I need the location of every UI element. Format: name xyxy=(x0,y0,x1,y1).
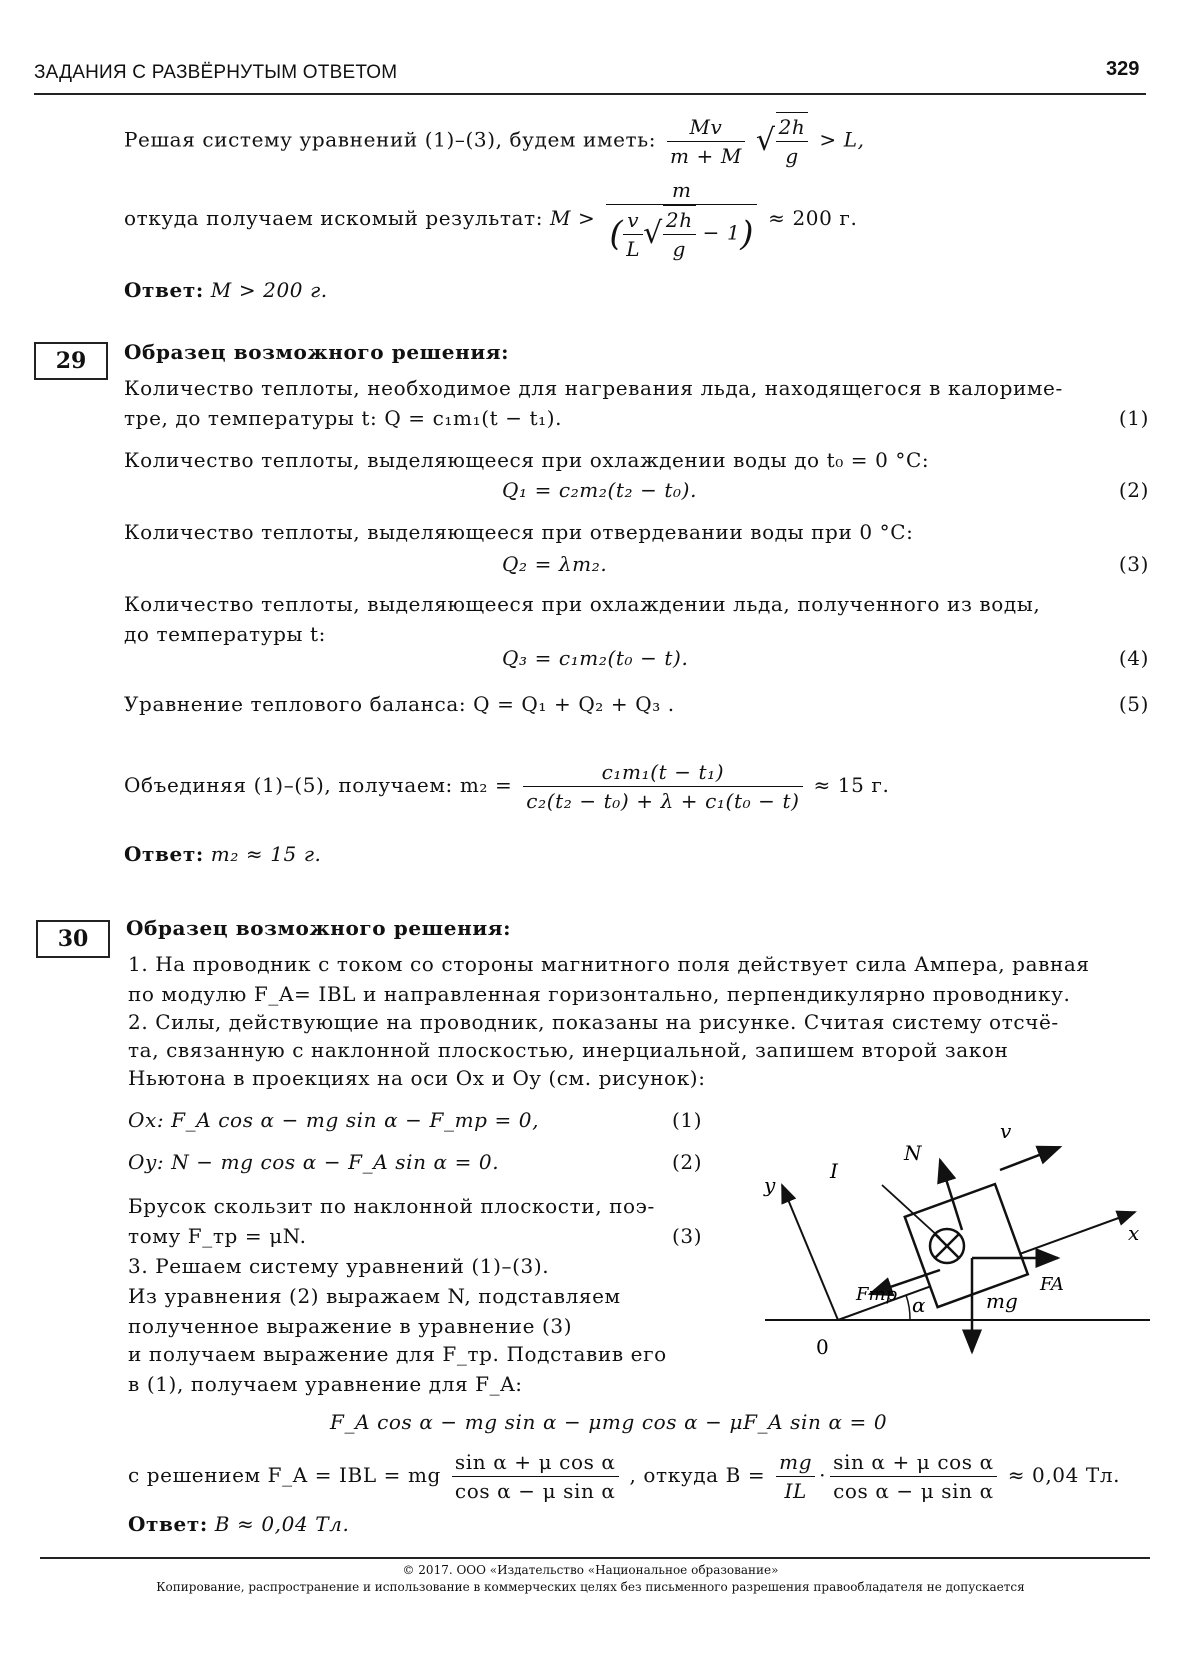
answer-value: m₂ ≈ 15 г. xyxy=(210,842,322,866)
task30-s3: 3. Решаем систему уравнений (1)–(3). xyxy=(128,1254,550,1278)
alpha-arc xyxy=(906,1295,910,1320)
task29-p3: Количество теплоты, выделяющееся при отвердевании воды при 0 °C: xyxy=(124,520,914,544)
solution-text-b: , откуда B = xyxy=(629,1463,766,1487)
answer-30 xyxy=(128,1510,349,1538)
task30-eq2: Oy: N − mg cos α − F_A sin α = 0. xyxy=(128,1150,500,1174)
task29-p1b: тре, до температуры t: Q = c₁m₁(t − t₁). xyxy=(124,406,563,430)
fraction-trig xyxy=(452,1448,619,1505)
eq-number: (2) xyxy=(1118,478,1149,502)
task29-eq3: Q₂ = λm₂. xyxy=(502,552,608,576)
task29-eq4: Q₃ = c₁m₂(t₀ − t). xyxy=(502,646,689,670)
footer-copyright: © 2017. ООО «Издательство «Национальное образование» xyxy=(402,1563,779,1577)
eq-number: (2) xyxy=(672,1150,703,1174)
task30-eq1: Ox: F_A cos α − mg sin α − F_тр = 0, xyxy=(128,1108,540,1132)
task30-heading: Образец возможного решения: xyxy=(126,916,512,940)
top-line-1-text: Решая систему уравнений (1)–(3), будем иметь: xyxy=(124,127,657,152)
page-number: 329 xyxy=(1106,58,1140,80)
running-header: ЗАДАНИЯ С РАЗВЁРНУТЫМ ОТВЕТОМ xyxy=(34,62,398,83)
sqrt-fraction xyxy=(776,112,809,170)
top-line-2-text: откуда получаем искомый результат: xyxy=(124,206,544,230)
task30-s1a: 1. На проводник с током со стороны магнитного поля действует сила Ампера, равная xyxy=(128,952,1090,976)
label-N: N xyxy=(904,1141,922,1165)
frac-den: m + M xyxy=(667,141,745,170)
frac-den: cos α − μ sin α xyxy=(452,1476,619,1505)
label-alpha: α xyxy=(912,1293,926,1317)
task29-p2: Количество теплоты, выделяющееся при охлаждении воды до t₀ = 0 °C: xyxy=(124,448,930,472)
eq-number: (1) xyxy=(672,1108,703,1132)
frac-num: m xyxy=(671,178,692,202)
solution-text-a: с решением F_A = IBL = mg xyxy=(128,1463,441,1487)
task29-heading: Образец возможного решения: xyxy=(124,340,510,364)
frac-den: IL xyxy=(776,1476,815,1505)
task29-p5: Уравнение теплового баланса: Q = Q₁ + Q₂ + Q₃ . xyxy=(124,692,675,716)
eq-number: (1) xyxy=(1118,406,1149,430)
task29-combined-text: Объединяя (1)–(5), получаем: m₂ = xyxy=(124,773,513,797)
frac-num: c₁m₁(t − t₁) xyxy=(601,760,725,784)
frac-den: c₂(t₂ − t₀) + λ + c₁(t₀ − t) xyxy=(523,786,802,815)
top-line-1-tail: > L, xyxy=(819,127,865,152)
answer-value: B ≈ 0,04 Тл. xyxy=(214,1512,350,1536)
label-I: I xyxy=(830,1159,838,1183)
eq-number: (4) xyxy=(1118,646,1149,670)
task30-s1b: по модулю F_A= IBL и направленная горизонтально, перпендикулярно проводнику. xyxy=(128,982,1071,1006)
answer-29 xyxy=(124,840,322,868)
label-v: v xyxy=(1000,1119,1012,1143)
top-line-1 xyxy=(124,112,865,170)
task29-p1a: Количество теплоты, необходимое для нагревания льда, находящегося в калориме- xyxy=(124,376,1063,400)
y-axis xyxy=(782,1185,838,1320)
task30-p3b: тому F_тр = μN. xyxy=(128,1224,307,1248)
task29-combined xyxy=(124,758,889,815)
footer-divider xyxy=(40,1557,1150,1559)
task30-solution: с решением F_A = IBL = mg $\frac{\text{sin α + μ cos α}}{\text{cos α − μ sin α}}$ , откуда B = $\frac{mg}{IL}$ · $\frac{\text{sin α + μ cos α}}{\text{cos α − μ sin α}}$ ≈ 0,04 Тл. xyxy=(128,1450,1121,1503)
fraction-mv xyxy=(667,113,745,170)
label-y: y xyxy=(764,1173,776,1197)
label-Ftr: Fтр xyxy=(856,1284,898,1305)
frac-num: sin α + μ cos α xyxy=(833,1450,994,1474)
task29-p4b: до температуры t: xyxy=(124,622,326,646)
velocity-arrow xyxy=(1000,1147,1060,1170)
task30-p4b: полученное выражение в уравнение (3) xyxy=(128,1314,573,1338)
task30-p4c: и получаем выражение для F_тр. Подставив его xyxy=(128,1342,667,1366)
header-divider xyxy=(34,93,1146,95)
label-mg: mg xyxy=(986,1289,1018,1313)
answer-value: M > 200 г. xyxy=(210,278,328,302)
answer-top xyxy=(124,276,328,304)
fraction-mg-il xyxy=(776,1448,815,1505)
label-FA: FA xyxy=(1040,1274,1064,1295)
label-origin: 0 xyxy=(816,1335,829,1359)
top-line-2-tail: ≈ 200 г. xyxy=(768,206,858,230)
task30-s2c: Ньютона в проекциях на оси Ox и Oy (см. рисунок): xyxy=(128,1066,706,1090)
frac-den: cos α − μ sin α xyxy=(830,1476,997,1505)
task29-combined-tail: ≈ 15 г. xyxy=(813,773,890,797)
frac-num: mg xyxy=(779,1450,813,1474)
frac-num: sin α + μ cos α xyxy=(454,1450,616,1474)
answer-label: Ответ: xyxy=(124,278,204,302)
answer-label: Ответ: xyxy=(124,842,204,866)
task30-p4d: в (1), получаем уравнение для F_A: xyxy=(128,1372,523,1396)
task-number-30: 30 xyxy=(36,920,110,958)
rad-den: g xyxy=(776,141,809,170)
answer-label: Ответ: xyxy=(128,1512,208,1536)
solution-tail: ≈ 0,04 Тл. xyxy=(1007,1463,1121,1487)
frac-den-complex: ( $\frac{v}{L}$ √ $\frac{2h}{g}$ − 1) xyxy=(606,204,757,263)
top-line-2-lhs: M > xyxy=(550,206,596,230)
sqrt-sign: √ xyxy=(755,123,776,158)
task29-p4a: Количество теплоты, выделяющееся при охлаждении льда, полученного из воды, xyxy=(124,592,1041,616)
task29-eq2: Q₁ = c₂m₂(t₂ − t₀). xyxy=(502,478,698,502)
task30-s2a: 2. Силы, действующие на проводник, показаны на рисунке. Считая систему отсчё- xyxy=(128,1010,1059,1034)
fraction-m xyxy=(606,176,757,263)
rad-num: 2h xyxy=(778,115,806,139)
eq-number: (5) xyxy=(1118,692,1149,716)
task30-p3a: Брусок скользит по наклонной плоскости, поэ- xyxy=(128,1194,655,1218)
top-line-2 xyxy=(124,176,857,263)
task30-p4a: Из уравнения (2) выражаем N, подставляем xyxy=(128,1284,621,1308)
task30-main-equation: F_A cos α − mg sin α − μmg cos α − μF_A sin α = 0 xyxy=(330,1410,888,1434)
label-x: x xyxy=(1128,1221,1140,1245)
task30-s2b: та, связанную с наклонной плоскостью, инерциальной, запишем второй закон xyxy=(128,1038,1009,1062)
eq-number: (3) xyxy=(1118,552,1149,576)
eq-number: (3) xyxy=(672,1224,703,1248)
frac-num: Mv xyxy=(689,114,723,139)
footer-notice: Копирование, распространение и использование в коммерческих целях без письменного разрешения правообладателя не допускается xyxy=(156,1580,1025,1594)
task-number-29: 29 xyxy=(34,342,108,380)
fraction-m2 xyxy=(523,758,802,815)
fraction-trig-2 xyxy=(830,1448,997,1505)
inclined-plane-figure xyxy=(740,1090,1160,1380)
